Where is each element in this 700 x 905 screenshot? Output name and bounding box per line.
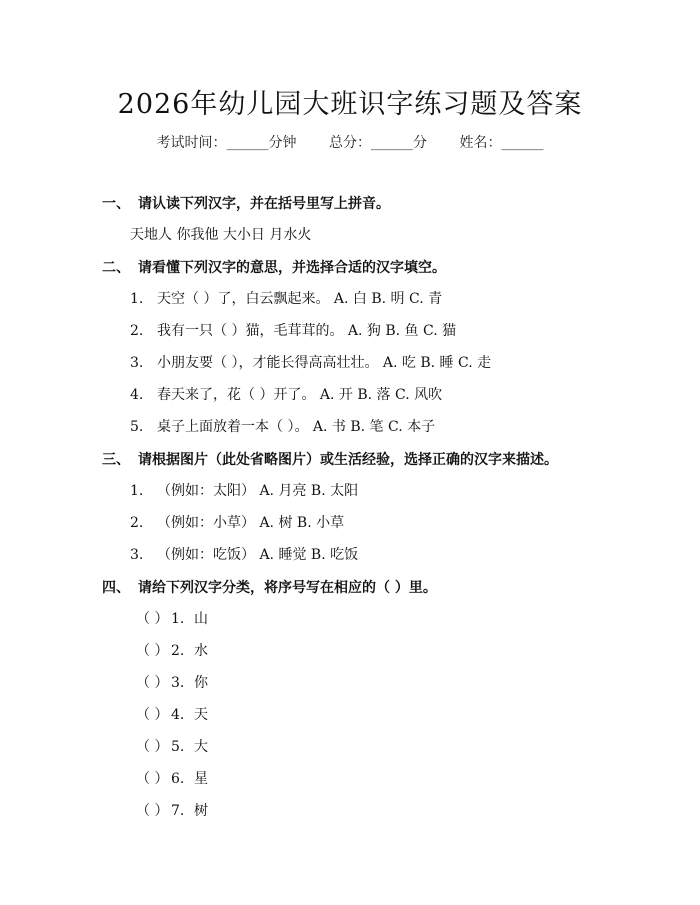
question-text: 春天来了，花（ ）开了。 A. 开 B. 落 C. 风吹 xyxy=(157,387,443,403)
page-title: 2026年幼儿园大班识字练习题及答案 xyxy=(117,89,583,120)
question-number: 4. xyxy=(130,387,144,403)
question-text: 天空（ ）了，白云飘起来。 A. 白 B. 明 C. 青 xyxy=(157,291,443,307)
question-item xyxy=(130,544,358,564)
question-number: 2. xyxy=(130,323,144,339)
section-instruction: 请看懂下列汉字的意思，并选择合适的汉字填空。 xyxy=(138,260,446,276)
section-number: 一、 xyxy=(102,196,130,212)
item-number: 6. xyxy=(171,771,185,787)
student-name: 姓名：______ xyxy=(459,135,544,151)
question-text: 我有一只（ ）猫，毛茸茸的。 A. 狗 B. 鱼 C. 猫 xyxy=(157,323,457,339)
classify-item xyxy=(136,704,208,724)
question-item xyxy=(130,288,442,308)
answer-blank: （ ） xyxy=(136,771,169,787)
question-number: 1. xyxy=(130,483,144,499)
answer-blank: （ ） xyxy=(136,643,169,659)
answer-blank: （ ） xyxy=(136,611,169,627)
item-character: 天 xyxy=(194,707,208,723)
section-number: 四、 xyxy=(102,580,130,596)
item-character: 树 xyxy=(194,803,208,819)
exam-meta xyxy=(0,132,700,152)
total-score: 总分：______分 xyxy=(329,135,427,151)
question-item xyxy=(130,512,344,532)
section-2-heading xyxy=(102,257,446,277)
section-instruction: 请给下列汉字分类，将序号写在相应的（ ）里。 xyxy=(138,580,437,596)
item-character: 水 xyxy=(194,643,208,659)
question-item xyxy=(130,480,358,500)
item-character: 山 xyxy=(194,611,208,627)
item-number: 2. xyxy=(171,643,185,659)
question-number: 2. xyxy=(130,515,144,531)
question-item xyxy=(130,416,435,436)
item-number: 7. xyxy=(171,803,185,819)
classify-item xyxy=(136,672,208,692)
item-number: 1. xyxy=(171,611,185,627)
answer-blank: （ ） xyxy=(136,803,169,819)
question-text: 桌子上面放着一本（ ）。 A. 书 B. 笔 C. 本子 xyxy=(157,419,436,435)
item-character: 星 xyxy=(194,771,208,787)
section-instruction: 请根据图片（此处省略图片）或生活经验，选择正确的汉字来描述。 xyxy=(138,452,558,468)
question-text: （例如：太阳） A. 月亮 B. 太阳 xyxy=(157,483,359,499)
question-item xyxy=(130,352,491,372)
section-3-heading xyxy=(102,449,558,469)
item-character: 你 xyxy=(194,675,208,691)
exam-time: 考试时间：______分钟 xyxy=(156,135,297,151)
question-text: 小朋友要（ ），才能长得高高壮壮。 A. 吃 B. 睡 C. 走 xyxy=(157,355,492,371)
section-1-heading xyxy=(102,193,390,213)
classify-item xyxy=(136,800,208,820)
item-number: 4. xyxy=(171,707,185,723)
answer-blank: （ ） xyxy=(136,739,169,755)
question-text: （例如：吃饭） A. 睡觉 B. 吃饭 xyxy=(157,547,359,563)
item-number: 5. xyxy=(171,739,185,755)
classify-item xyxy=(136,768,208,788)
item-character: 大 xyxy=(194,739,208,755)
question-number: 3. xyxy=(130,547,144,563)
classify-item xyxy=(136,736,208,756)
question-number: 3. xyxy=(130,355,144,371)
section-4-heading xyxy=(102,577,437,597)
character-list: 天地人 你我他 大小日 月水火 xyxy=(130,227,312,243)
question-number: 1. xyxy=(130,291,144,307)
section-number: 三、 xyxy=(102,452,130,468)
question-number: 5. xyxy=(130,419,144,435)
classify-item xyxy=(136,608,208,628)
classify-item xyxy=(136,640,208,660)
section-instruction: 请认读下列汉字，并在括号里写上拼音。 xyxy=(138,196,390,212)
question-item xyxy=(130,384,442,404)
section-number: 二、 xyxy=(102,260,130,276)
answer-blank: （ ） xyxy=(136,707,169,723)
item-number: 3. xyxy=(171,675,185,691)
question-text: （例如：小草） A. 树 B. 小草 xyxy=(157,515,345,531)
question-item xyxy=(130,320,456,340)
answer-blank: （ ） xyxy=(136,675,169,691)
